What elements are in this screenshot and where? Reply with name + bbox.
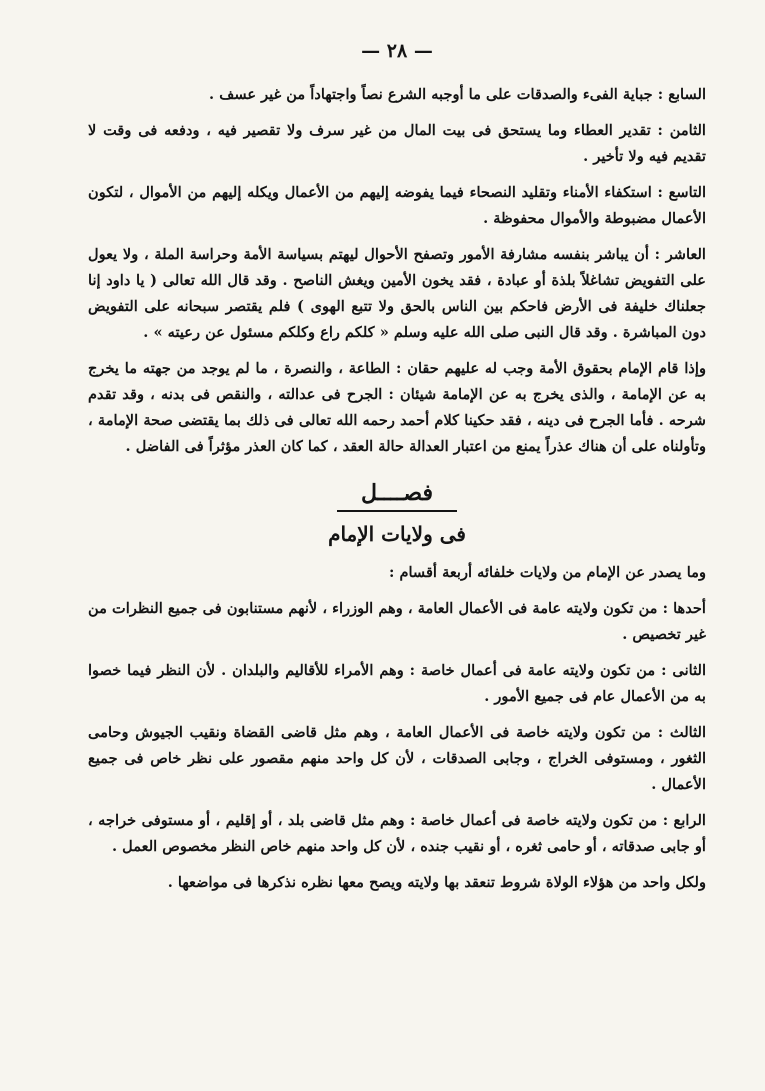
paragraph-second-division: الثانى : من تكون ولايته عامة فى أعمال خاصة : وهم الأمراء للأقاليم والبلدان . لأن النظر فيما خصوا به من الأعمال عام فى جميع الأمور . <box>88 662 706 705</box>
chapter-heading: فصــــل <box>360 480 434 506</box>
paragraph-conditions-note: ولكل واحد من هؤلاء الولاة شروط تنعقد بها ولايته ويصح معها نظره نذكرها فى مواضعها . <box>167 874 706 891</box>
paragraph-tenth-duty: العاشر : أن يباشر بنفسه مشارفة الأمور وتصفح الأحوال ليهتم بسياسة الأمة وحراسة الملة ، ولا يعول على التفويض تشاغلاً بلذة أو عبادة ، فقد يخون الأمين ويغش الناصح . وقد قال الله تعالى ( يا داود إنا جعلناك خليفة فى الأرض فاحكم بين الناس بالحق ولا تتبع الهوى ) فلم يقتصر سبحانه على التفويض دون المباشرة . وقد قال النبى صلى الله عليه وسلم « كلكم راع وكلكم مسئول عن رعيته » . <box>88 246 706 341</box>
paragraph-eighth-duty: الثامن : تقدير العطاء وما يستحق فى بيت المال من غير سرف ولا تقصير فيه ، ودفعه فى وقت لا تقديم فيه ولا تأخير . <box>88 122 706 165</box>
heading-underline <box>337 510 457 512</box>
paragraph-seventh-duty: السابع : جباية الفىء والصدقات على ما أوجبه الشرع نصاً واجتهاداً من غير عسف . <box>209 86 706 103</box>
paragraph-third-division: الثالث : من تكون ولايته خاصة فى الأعمال العامة ، وهم مثل قاضى القضاة ونقيب الجيوش وحامى الثغور ، ومستوفى الخراج ، وجابى الصدقات ، لأن كل واحد منهم مقصور على نظر خاص فى جميع الأعمال . <box>88 724 706 793</box>
paragraph-intro-divisions: وما يصدر عن الإمام من ولايات خلفائه أربعة أقسام : <box>388 564 706 581</box>
paragraph-fourth-division: الرابع : من تكون ولايته خاصة فى أعمال خاصة : وهم مثل قاضى بلد ، أو إقليم ، أو مستوفى خراجه ، أو جابى صدقاته ، أو حامى ثغره ، أو نقيب جنده ، لأن كل واحد منهم خاص النظر مخصوص العمل . <box>88 812 706 855</box>
paragraph-imam-rights: وإذا قام الإمام بحقوق الأمة وجب له عليهم حقان : الطاعة ، والنصرة ، ما لم يوجد من جهته ما يخرج به عن الإمامة ، والذى يخرج به عن الإمامة شيئان : الجرح فى عدالته ، والنقص فى بدنه ، وقد تقدم شرحه . فأما الجرح فى دينه ، فقد حكينا كلام أحمد رحمه الله تعالى فى ذلك بما يقتضى صحة الإمامة ، وتأولناه على أن هناك عذراً يمنع من اعتبار العدالة حالة العقد ، كما كان العذر مؤثراً فى الفاضل . <box>88 360 706 455</box>
document-page <box>88 30 706 1070</box>
paragraph-first-division: أحدها : من تكون ولايته عامة فى الأعمال العامة ، وهم الوزراء ، لأنهم مستنابون فى جميع النظرات من غير تخصيص . <box>88 600 706 643</box>
page-number: — ٢٨ — <box>361 40 433 62</box>
chapter-subheading: فى ولايات الإمام <box>328 522 466 546</box>
paragraph-ninth-duty: التاسع : استكفاء الأمناء وتقليد النصحاء فيما يفوضه إليهم من الأعمال ويكله إليهم من الأموال ، لتكون الأعمال مضبوطة والأموال محفوظة . <box>88 184 706 227</box>
